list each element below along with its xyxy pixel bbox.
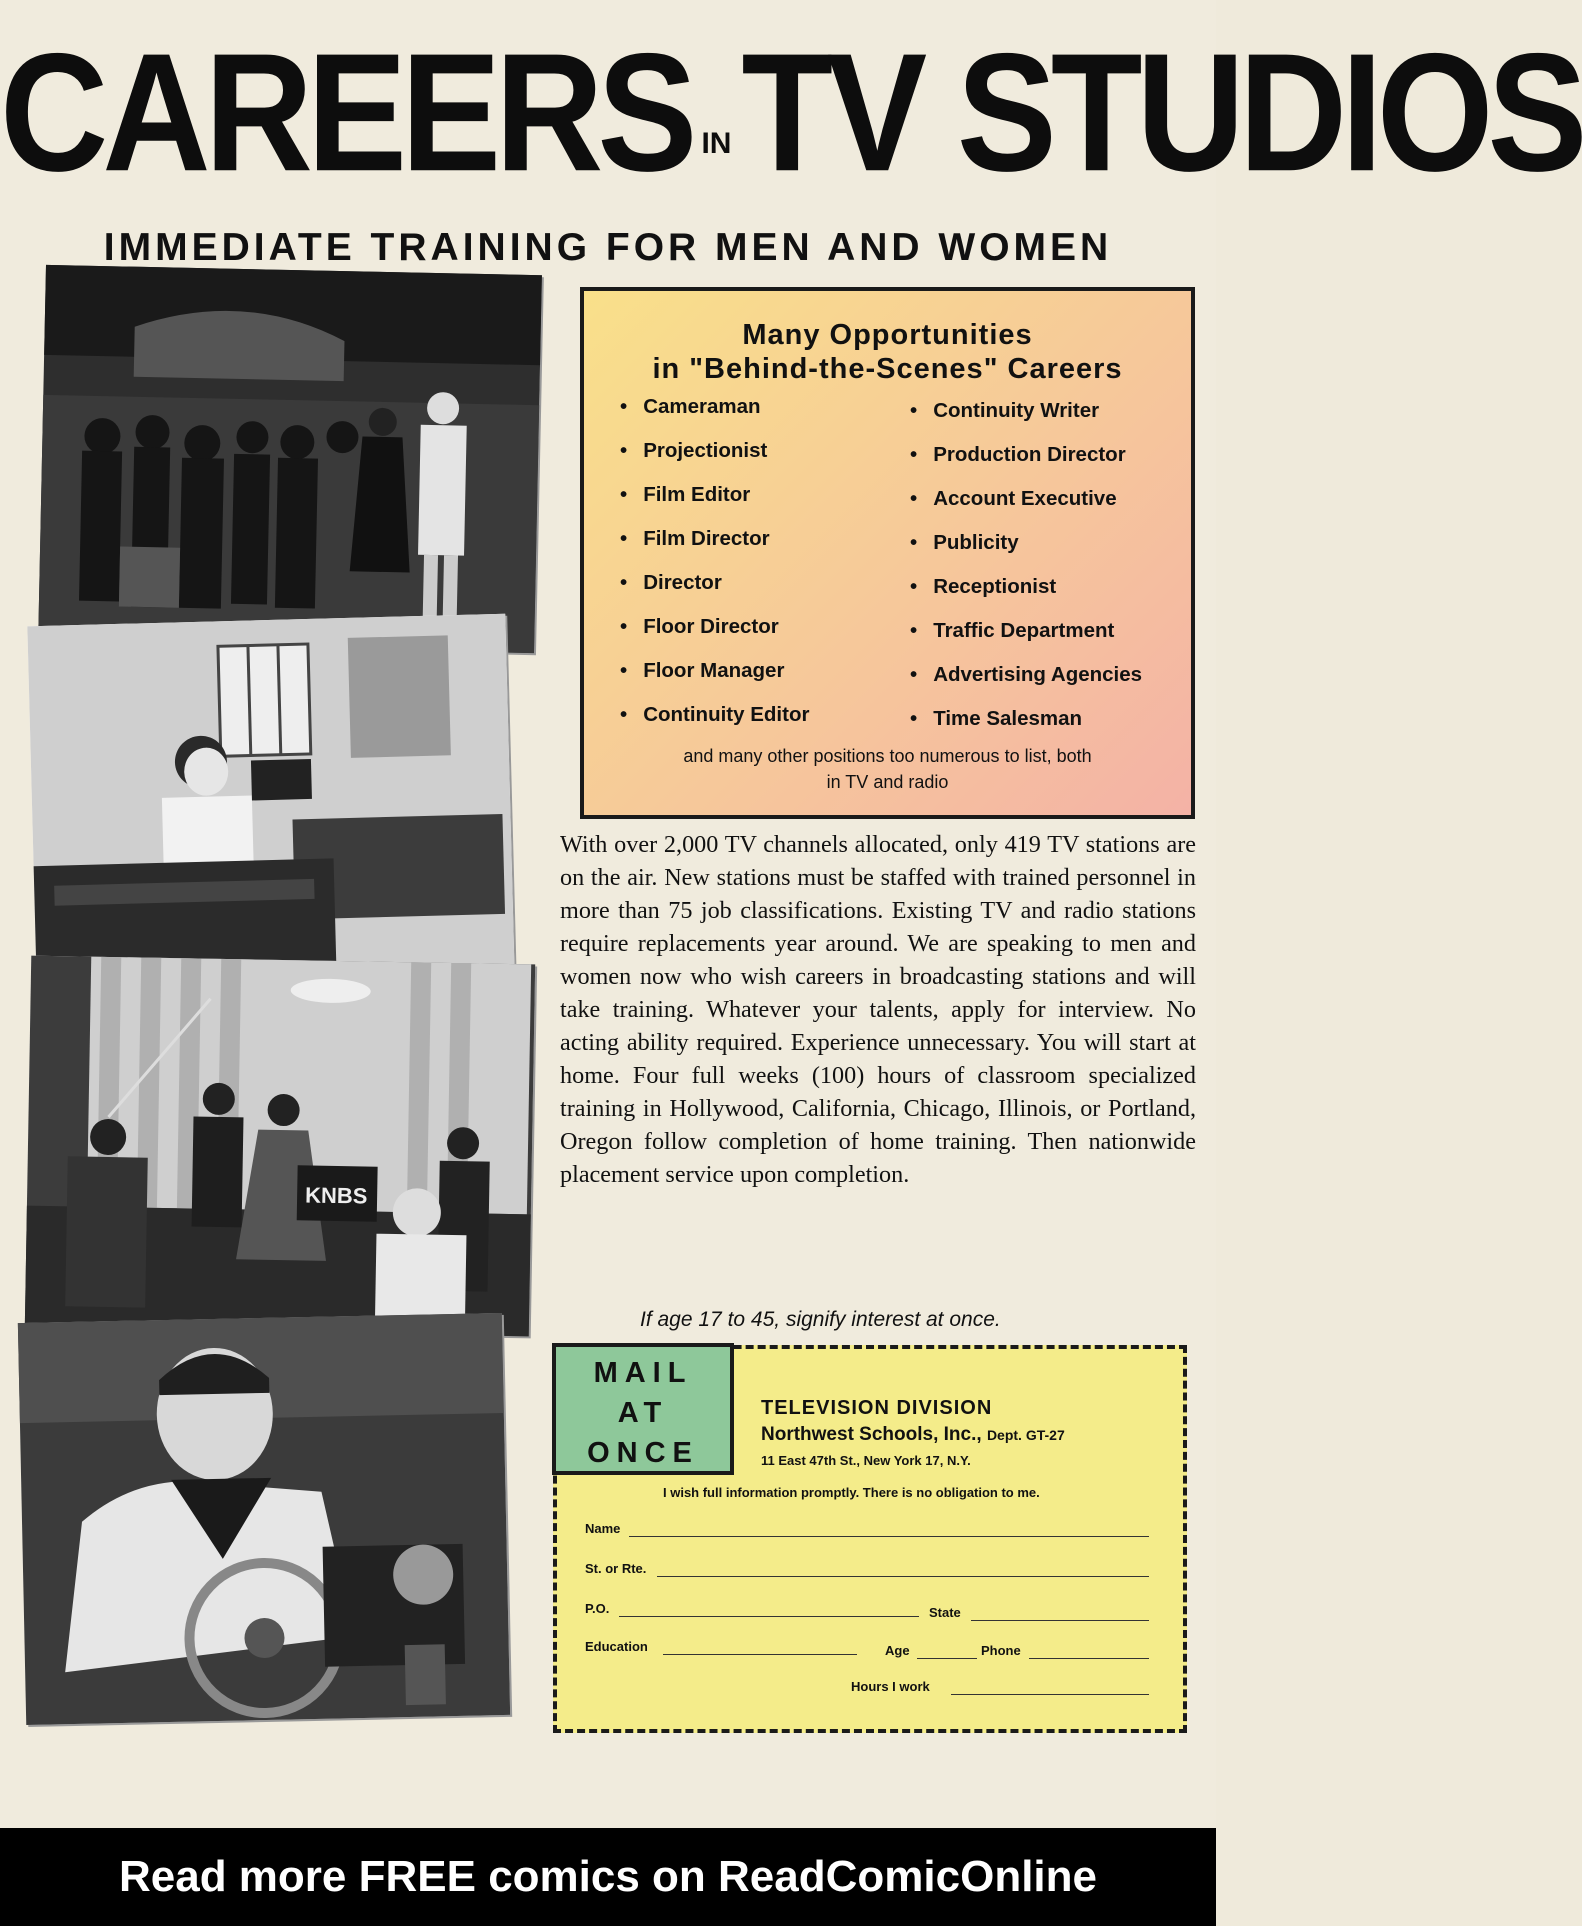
coupon-field-street-line[interactable] [657,1576,1149,1577]
mail-badge-line2: AT [617,1397,669,1429]
job-item: • Floor Manager [620,659,784,683]
photo-control-room [27,614,514,988]
photo-studio-camera-image [25,956,535,1337]
photo-control-room-image [27,614,514,988]
opportunities-title-line1: Many Opportunities [742,319,1033,351]
coupon-school-name: Northwest Schools, Inc., [761,1424,982,1445]
job-item: • Film Editor [620,483,750,507]
photo-studio-crowd-image [38,265,542,653]
job-item: • Film Director [620,527,770,551]
mail-at-once-badge [552,1343,734,1475]
photo-studio-camera [25,956,535,1337]
coupon-school [761,1424,1065,1446]
age-note: If age 17 to 45, signify interest at once. [640,1308,1001,1331]
job-item: • Projectionist [620,439,767,463]
opportunities-title-line2: in "Behind-the-Scenes" Careers [652,353,1123,385]
coupon-field-po-label: P.O. [585,1601,610,1616]
photo-projectionist-image [18,1313,510,1725]
coupon-field-education-label: Education [585,1639,648,1654]
coupon-field-name-label: Name [585,1521,621,1536]
job-item: • Production Director [910,443,1126,467]
job-item: • Floor Director [620,615,779,639]
coupon-field-phone-line[interactable] [1029,1658,1149,1659]
coupon-field-hours-label: Hours I work [851,1679,930,1694]
coupon-division: TELEVISION DIVISION [761,1397,993,1419]
job-item: • Receptionist [910,575,1056,599]
job-item: • Time Salesman [910,707,1082,731]
photo-projectionist [18,1313,510,1725]
body-copy: With over 2,000 TV channels allocated, only 419 TV stations are on the air. New stations must be staffed with trained personnel in more than 75 job classifications. Existing TV and radio stations require replacements year around. We are speaking to men and women now who wish careers in broadcasting stations and will take training. Whatever your talents, apply for interview. No acting ability required. Experience unnecessary. You will start at home. Four full weeks (100) hours of classroom specialized training in Hollywood, California, Chicago, Illinois, or Portland, Oregon follow completion of home training. Then nationwide placement service upon completion. [560,831,1196,1188]
coupon-field-phone-label: Phone [981,1643,1021,1658]
job-item: • Continuity Editor [620,703,809,727]
job-item: • Continuity Writer [910,399,1099,423]
mail-badge-line1: MAIL [593,1357,693,1389]
job-item: • Director [620,571,722,595]
job-item: • Publicity [910,531,1019,555]
photo-studio-crowd [38,265,542,653]
opportunities-box [580,287,1195,819]
headline-tv-studios: TV STUDIOS [741,17,1582,207]
footer-banner[interactable]: Read more FREE comics on ReadComicOnline [0,1828,1216,1926]
mail-badge-line3: ONCE [587,1437,699,1469]
job-item: • Account Executive [910,487,1117,511]
coupon-address: 11 East 47th St., New York 17, N.Y. [761,1453,971,1468]
coupon-field-po-line[interactable] [619,1616,919,1617]
headline [0,17,1582,207]
coupon-field-state-line[interactable] [971,1620,1149,1621]
job-item: • Advertising Agencies [910,663,1142,687]
coupon-dept: Dept. GT-27 [986,1427,1065,1443]
job-item: • Traffic Department [910,619,1114,643]
job-item: • Cameraman [620,395,761,419]
coupon-field-age-line[interactable] [917,1658,977,1659]
coupon-field-street-label: St. or Rte. [585,1561,647,1576]
studio-sign-text: KNBS [304,1182,368,1209]
coupon-field-age-label: Age [885,1643,910,1658]
headline-in: IN [701,127,732,160]
coupon-info-line: I wish full information promptly. There is no obligation to me. [663,1485,1040,1500]
coupon-field-state-label: State [929,1605,961,1620]
coupon-field-hours-line[interactable] [951,1694,1149,1695]
headline-careers: CAREERS [0,17,692,207]
opportunities-note-line2: in TV and radio [826,772,949,792]
coupon-field-education-line[interactable] [663,1654,857,1655]
coupon-field-name-line[interactable] [629,1536,1149,1537]
opportunities-note-line1: and many other positions too numerous to list, both [683,746,1092,766]
subheadline: IMMEDIATE TRAINING FOR MEN AND WOMEN [103,226,1113,269]
